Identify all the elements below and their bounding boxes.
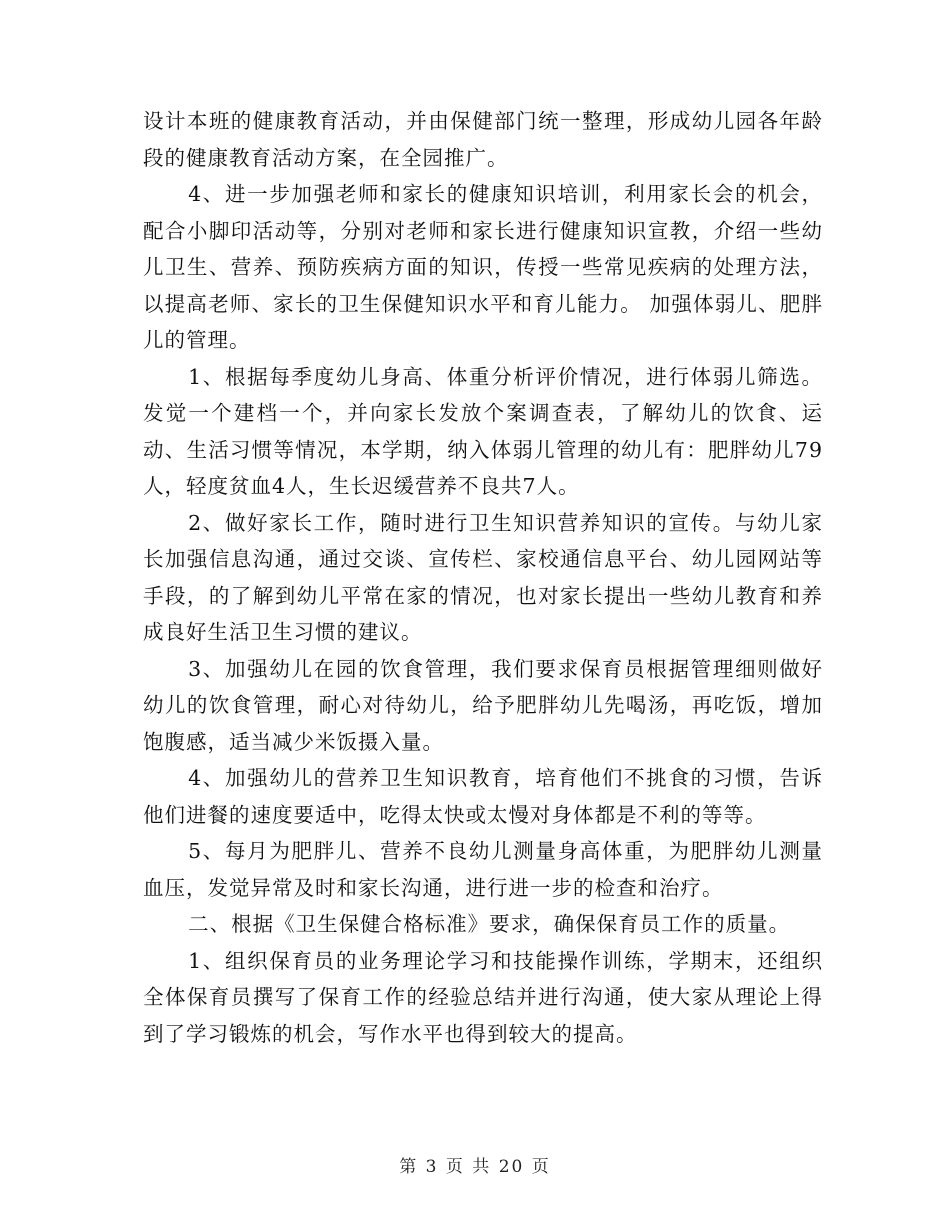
paragraph-item-3-diet: 3、加强幼儿在园的饮食管理，我们要求保育员根据管理细则做好幼儿的饮食管理，耐心对待幼儿，给予肥胖幼儿先喝汤，再吃饭，增加饱腹感，适当减少米饭摄入量。 (143, 656, 823, 754)
paragraph-item-4-education: 4、加强幼儿的营养卫生知识教育，培育他们不挑食的习惯，告诉他们进餐的速度要适中，吃得太快或太慢对身体都是不利的等等。 (143, 766, 823, 827)
paragraph-item-1-screening: 1、根据每季度幼儿身高、体重分析评价情况，进行体弱儿筛选。发觉一个建档一个，并向家长发放个案调查表，了解幼儿的饮食、运动、生活习惯等情况，本学期，纳入体弱儿管理的幼儿有：肥胖幼儿79人，轻度贫血4人，生长迟缓营养不良共7人。 (143, 364, 823, 498)
paragraph-item-2-parents: 2、做好家长工作，随时进行卫生知识营养知识的宣传。与幼儿家长加强信息沟通，通过交谈、宣传栏、家校通信息平台、幼儿园网站等手段，的了解到幼儿平常在家的情况，也对家长提出一些幼儿教育和养成良好生活卫生习惯的建议。 (143, 510, 823, 644)
paragraph-item-5-measurement: 5、每月为肥胖儿、营养不良幼儿测量身高体重，为肥胖幼儿测量血压，发觉异常及时和家长沟通，进行进一步的检查和治疗。 (143, 839, 823, 900)
paragraph-item-1-training: 1、组织保育员的业务理论学习和技能操作训练，学期末，还组织全体保育员撰写了保育工作的经验总结并进行沟通，使大家从理论上得到了学习锻炼的机会，写作水平也得到较大的提高。 (143, 948, 823, 1046)
section-heading-two: 二、根据《卫生保健合格标准》要求，确保保育员工作的质量。 (188, 912, 791, 936)
paragraph-continuation: 设计本班的健康教育活动，并由保健部门统一整理，形成幼儿园各年龄段的健康教育活动方案，在全园推广。 (143, 109, 823, 170)
paragraph-item-4-training: 4、进一步加强老师和家长的健康知识培训，利用家长会的机会，配合小脚印活动等，分别对老师和家长进行健康知识宣教，介绍一些幼儿卫生、营养、预防疾病方面的知识，传授一些常见疾病的处理方法，以提高老师、家长的卫生保健知识水平和育儿能力。 加强体弱儿、肥胖儿的管理。 (143, 182, 823, 352)
document-body (143, 103, 823, 1052)
page-footer: 第 3 页 共 20 页 (399, 1157, 551, 1177)
